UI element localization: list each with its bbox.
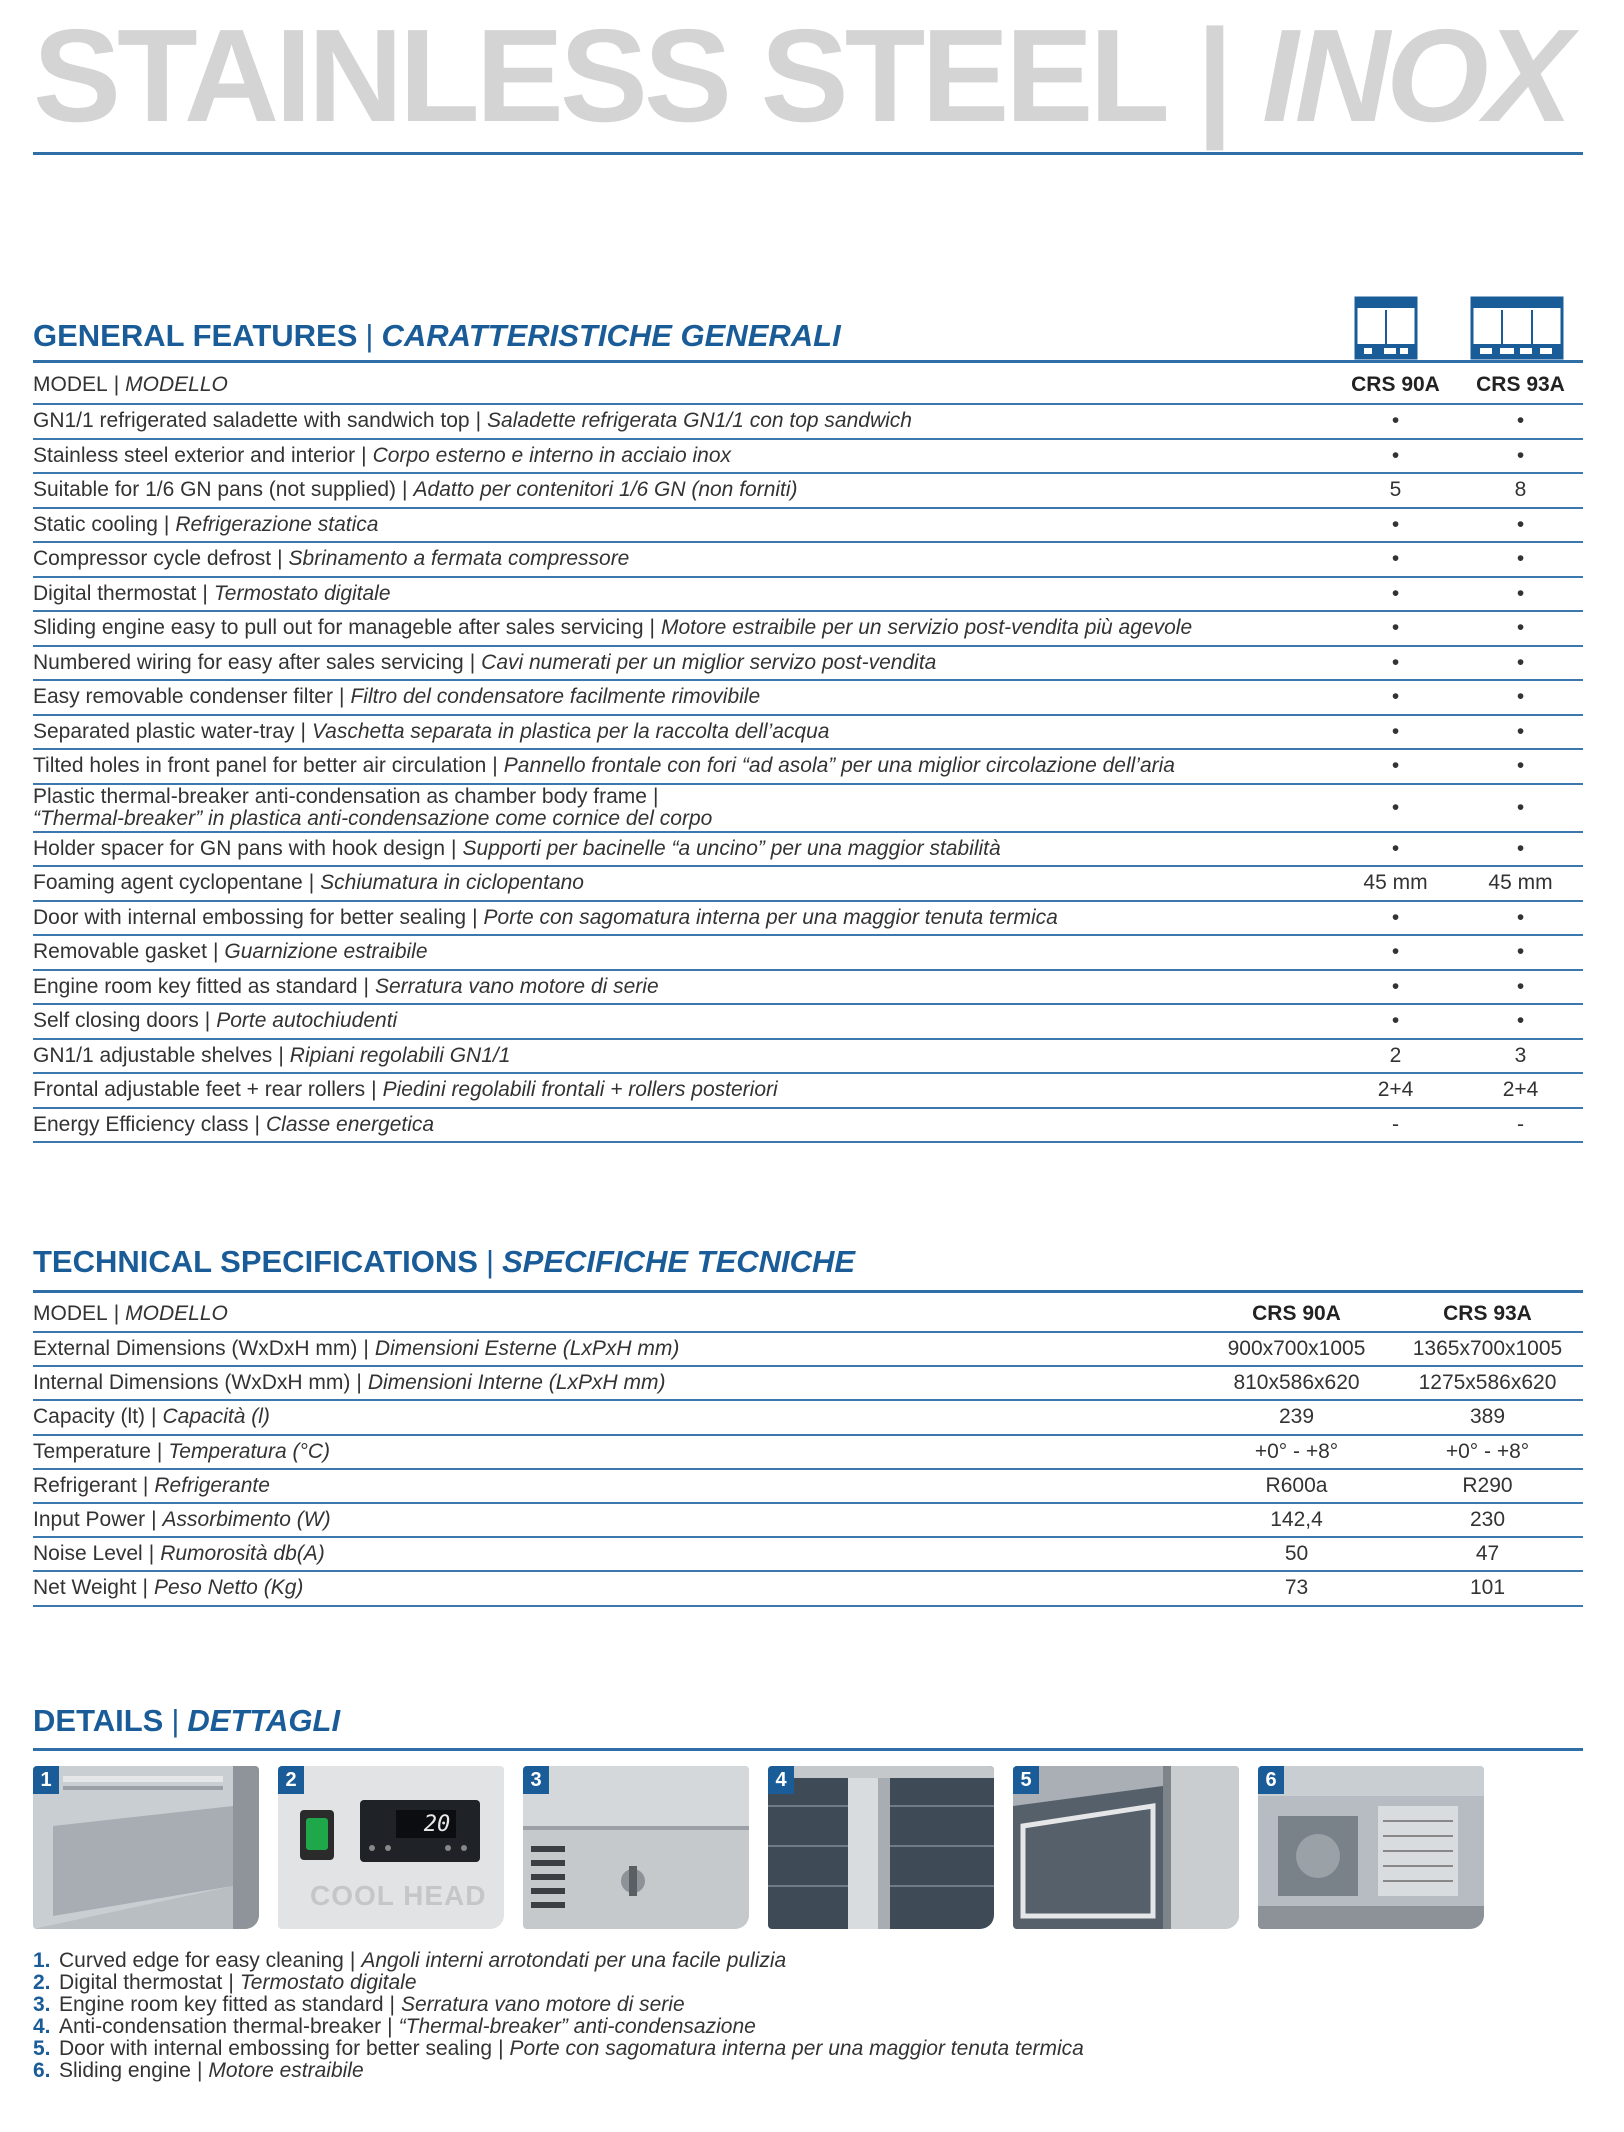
feature-row	[33, 646, 1583, 681]
spec-label	[33, 1537, 1201, 1571]
detail-photo-6	[1258, 1766, 1484, 1929]
feature-value-b: 2+4	[1458, 1073, 1583, 1108]
spec-label-en: Input Power	[33, 1508, 146, 1532]
detail-photo-number: 6	[1258, 1766, 1284, 1794]
feature-row	[33, 508, 1583, 543]
feature-value-b: •	[1458, 577, 1583, 612]
model-label: MODEL | MODELLO	[33, 366, 1333, 404]
feature-row	[33, 542, 1583, 577]
feature-value-b: •	[1458, 542, 1583, 577]
feature-label	[33, 404, 1333, 439]
spec-value-b: 101	[1392, 1571, 1583, 1605]
separator: |	[196, 2059, 203, 2082]
spec-row	[33, 1435, 1583, 1469]
spec-label	[33, 1469, 1201, 1503]
feature-value-a: •	[1333, 646, 1458, 681]
feature-value-a: 2+4	[1333, 1073, 1458, 1108]
separator: |	[142, 1576, 148, 1600]
separator: |	[389, 1993, 395, 2016]
feature-label-it: Cavi numerati per un miglior servizo post-vendita	[481, 650, 937, 674]
feature-label-en: Foaming agent cyclopentane	[33, 871, 303, 895]
feature-label-it: Schiumatura in ciclopentano	[320, 871, 584, 895]
feature-label	[33, 901, 1333, 936]
feature-label-it: Filtro del condensatore facilmente rimovibile	[350, 685, 761, 709]
feature-value-a: •	[1333, 1004, 1458, 1039]
feature-value-a: •	[1333, 935, 1458, 970]
spec-value-a: 810x586x620	[1201, 1366, 1392, 1400]
feature-label-it: Corpo esterno e interno in acciaio inox	[372, 443, 732, 467]
caption-number: 1.	[33, 1949, 51, 1972]
feature-value-b: •	[1458, 1004, 1583, 1039]
feature-label-en: Static cooling	[33, 512, 158, 536]
feature-value-a: •	[1333, 715, 1458, 750]
details-captions	[33, 1950, 1533, 2082]
feature-label-en: Self closing doors	[33, 1009, 199, 1033]
feature-row	[33, 611, 1583, 646]
caption-en: Sliding engine	[59, 2059, 191, 2082]
feature-label	[33, 715, 1333, 750]
general-features-title-it: CARATTERISTICHE GENERALI	[381, 318, 841, 353]
spec-label-en: Internal Dimensions (WxDxH mm)	[33, 1371, 351, 1395]
feature-label	[33, 935, 1333, 970]
spec-label-en: Temperature	[33, 1439, 151, 1463]
feature-label-en: Stainless steel exterior and interior	[33, 443, 356, 467]
technical-specifications-divider	[33, 1290, 1583, 1293]
spec-label-en: Capacity (lt)	[33, 1405, 146, 1429]
feature-value-b: 8	[1458, 473, 1583, 508]
feature-value-b: •	[1458, 646, 1583, 681]
separator: |	[469, 650, 476, 674]
separator: |	[228, 1971, 234, 1994]
feature-value-b: •	[1458, 611, 1583, 646]
feature-label-en: Energy Efficiency class	[33, 1112, 249, 1136]
detail-photo-5	[1013, 1766, 1239, 1929]
feature-label	[33, 970, 1333, 1005]
spec-value-b: 1275x586x620	[1392, 1366, 1583, 1400]
feature-row	[33, 749, 1583, 784]
feature-row	[33, 715, 1583, 750]
caption-number: 5.	[33, 2037, 51, 2060]
feature-label-it: Adatto per contenitori 1/6 GN (non forniti)	[413, 478, 798, 502]
feature-label-it: Classe energetica	[266, 1112, 435, 1136]
separator: |	[212, 940, 219, 964]
feature-value-b: •	[1458, 749, 1583, 784]
spec-value-a: 50	[1201, 1537, 1392, 1571]
spec-label-it: Assorbimento (W)	[162, 1508, 331, 1532]
feature-row	[33, 970, 1583, 1005]
feature-label	[33, 784, 1333, 832]
caption-en: Door with internal embossing for better sealing	[59, 2037, 493, 2060]
feature-value-a: •	[1333, 577, 1458, 612]
feature-label-it: Sbrinamento a fermata compressore	[288, 547, 630, 571]
detail-caption	[33, 1950, 1533, 1972]
feature-label-en: GN1/1 adjustable shelves	[33, 1043, 273, 1067]
separator: |	[142, 1473, 149, 1497]
separator: |	[277, 547, 283, 571]
feature-label-it: Motore estraibile per un servizio post-vendita più agevole	[661, 616, 1193, 640]
spec-value-b: 230	[1392, 1503, 1583, 1537]
separator: |	[498, 2037, 504, 2060]
feature-value-b: •	[1458, 832, 1583, 867]
spec-label	[33, 1366, 1201, 1400]
feature-label-it: Termostato digitale	[213, 581, 391, 605]
general-header-row	[33, 366, 1583, 404]
feature-value-a: •	[1333, 749, 1458, 784]
model-label: MODEL | MODELLO	[33, 1296, 1201, 1332]
spec-value-b: R290	[1392, 1469, 1583, 1503]
spec-row	[33, 1469, 1583, 1503]
feature-label-en: Numbered wiring for easy after sales servicing	[33, 650, 464, 674]
feature-value-b: 3	[1458, 1039, 1583, 1074]
feature-label	[33, 508, 1333, 543]
detail-photo-number: 4	[768, 1766, 794, 1794]
feature-row	[33, 404, 1583, 439]
fridge-3-door-icon	[1470, 296, 1564, 360]
feature-label-en: Removable gasket	[33, 940, 207, 964]
model-col-a: CRS 90A	[1201, 1296, 1392, 1332]
feature-label-en: Separated plastic water-tray	[33, 719, 295, 743]
feature-value-b: •	[1458, 901, 1583, 936]
feature-row	[33, 473, 1583, 508]
spec-value-a: 142,4	[1201, 1503, 1392, 1537]
feature-label	[33, 611, 1333, 646]
feature-label-en: Easy removable condenser filter	[33, 685, 333, 709]
caption-en: Engine room key fitted as standard	[59, 1993, 384, 2016]
separator: |	[363, 1337, 369, 1361]
technical-specifications-table	[33, 1296, 1583, 1607]
feature-label-it: Guarnizione estraibile	[224, 940, 428, 964]
general-features-table	[33, 366, 1583, 1143]
feature-value-a: 45 mm	[1333, 866, 1458, 901]
feature-label-en: Holder spacer for GN pans with hook design	[33, 836, 446, 860]
feature-label-it: Saladette refrigerata GN1/1 con top sandwich	[487, 409, 912, 433]
feature-value-b: •	[1458, 439, 1583, 474]
feature-label	[33, 646, 1333, 681]
page-title	[33, 2, 1593, 149]
feature-row	[33, 1004, 1583, 1039]
separator: |	[148, 1542, 155, 1566]
thermostat-display: 20	[423, 1812, 451, 1837]
detail-caption	[33, 1972, 1533, 1994]
separator: |	[151, 1405, 157, 1429]
spec-row	[33, 1400, 1583, 1434]
feature-value-b: 45 mm	[1458, 866, 1583, 901]
model-col-b: CRS 93A	[1392, 1296, 1583, 1332]
spec-value-a: +0° - +8°	[1201, 1435, 1392, 1469]
feature-label-en: Frontal adjustable feet + rear rollers	[33, 1078, 366, 1102]
feature-value-a: •	[1333, 404, 1458, 439]
spec-row	[33, 1537, 1583, 1571]
spec-label-it: Rumorosità db(A)	[160, 1542, 325, 1566]
feature-value-a: •	[1333, 611, 1458, 646]
separator: |	[451, 836, 457, 860]
spec-label-it: Dimensioni Esterne (LxPxH mm)	[374, 1337, 680, 1361]
caption-en: Curved edge for easy cleaning	[59, 1949, 344, 1972]
separator: |	[371, 1078, 377, 1102]
caption-it: Angoli interni arrotondati per una facile pulizia	[361, 1949, 787, 1972]
separator: |	[202, 581, 208, 605]
detail-photo-3	[523, 1766, 749, 1929]
separator: |	[361, 443, 367, 467]
feature-label	[33, 439, 1333, 474]
feature-value-a: •	[1333, 542, 1458, 577]
separator: |	[278, 1043, 284, 1067]
feature-label-it: Refrigerazione statica	[175, 512, 379, 536]
feature-row	[33, 935, 1583, 970]
detail-photo-4	[768, 1766, 994, 1929]
caption-number: 2.	[33, 1971, 51, 1994]
feature-row	[33, 1073, 1583, 1108]
caption-it: Serratura vano motore di serie	[400, 1993, 685, 2016]
separator: |	[402, 478, 408, 502]
technical-title-en: TECHNICAL SPECIFICATIONS	[33, 1244, 478, 1279]
separator: |	[163, 512, 170, 536]
caption-number: 6.	[33, 2059, 51, 2082]
spec-row	[33, 1571, 1583, 1605]
engine-room-key-photo	[523, 1766, 749, 1929]
detail-caption	[33, 2060, 1533, 2082]
feature-label	[33, 1039, 1333, 1074]
feature-value-b: •	[1458, 508, 1583, 543]
feature-value-b: •	[1458, 404, 1583, 439]
detail-photo-number: 2	[278, 1766, 304, 1794]
feature-row	[33, 784, 1583, 832]
spec-label	[33, 1571, 1201, 1605]
feature-label-en: Digital thermostat	[33, 581, 197, 605]
feature-label-it: Ripiani regolabili GN1/1	[289, 1043, 511, 1067]
general-features-divider	[33, 360, 1583, 363]
feature-value-b: •	[1458, 784, 1583, 832]
feature-label-en: Tilted holes in front panel for better air circulation	[33, 754, 487, 778]
fridge-2-door-icon	[1354, 296, 1418, 360]
model-col-a: CRS 90A	[1333, 366, 1458, 404]
feature-label	[33, 542, 1333, 577]
feature-label	[33, 1108, 1333, 1143]
page-title-it: INOX	[1261, 2, 1569, 149]
thermostat-brand: COOL HEAD	[310, 1880, 487, 1911]
feature-value-b: -	[1458, 1108, 1583, 1143]
technical-header-row	[33, 1296, 1583, 1332]
feature-label-en: Engine room key fitted as standard	[33, 974, 358, 998]
feature-label	[33, 1073, 1333, 1108]
feature-value-b: •	[1458, 935, 1583, 970]
separator: |	[475, 409, 482, 433]
feature-label	[33, 1004, 1333, 1039]
separator: |	[492, 754, 498, 778]
feature-value-b: •	[1458, 970, 1583, 1005]
separator: |	[204, 1009, 211, 1033]
separator: |	[308, 871, 315, 895]
spec-row	[33, 1366, 1583, 1400]
spec-label	[33, 1435, 1201, 1469]
spec-label-en: Refrigerant	[33, 1473, 137, 1497]
feature-value-a: •	[1333, 680, 1458, 715]
thermal-breaker-photo	[768, 1766, 994, 1929]
detail-photo-number: 3	[523, 1766, 549, 1794]
feature-label-en: Compressor cycle defrost	[33, 547, 272, 571]
feature-value-a: •	[1333, 970, 1458, 1005]
detail-caption	[33, 1994, 1533, 2016]
page-title-en: STAINLESS STEEL	[33, 2, 1164, 149]
spec-label-it: Capacità (l)	[162, 1405, 270, 1429]
separator: |	[649, 616, 655, 640]
feature-label-it: Piedini regolabili frontali + rollers posteriori	[382, 1078, 778, 1102]
detail-caption	[33, 2038, 1533, 2060]
separator: |	[356, 1371, 362, 1395]
feature-label-en: Plastic thermal-breaker anti-condensation as chamber body frame	[33, 784, 647, 808]
spec-value-b: 1365x700x1005	[1392, 1332, 1583, 1366]
spec-value-a: 73	[1201, 1571, 1392, 1605]
feature-label	[33, 680, 1333, 715]
caption-number: 4.	[33, 2015, 51, 2038]
spec-label-en: External Dimensions (WxDxH mm)	[33, 1337, 358, 1361]
feature-label	[33, 473, 1333, 508]
caption-it: Porte con sagomatura interna per una maggior tenuta termica	[509, 2037, 1084, 2060]
feature-value-b: •	[1458, 715, 1583, 750]
feature-label	[33, 866, 1333, 901]
feature-label-en: GN1/1 refrigerated saladette with sandwich top	[33, 409, 470, 433]
technical-title-it: SPECIFICHE TECNICHE	[502, 1244, 856, 1279]
feature-value-b: •	[1458, 680, 1583, 715]
feature-label-it: Vaschetta separata in plastica per la raccolta dell’acqua	[311, 719, 830, 743]
feature-value-a: •	[1333, 439, 1458, 474]
feature-row	[33, 577, 1583, 612]
spec-label-it: Dimensioni Interne (LxPxH mm)	[367, 1371, 666, 1395]
spec-value-b: 47	[1392, 1537, 1583, 1571]
separator: |	[156, 1439, 163, 1463]
feature-label	[33, 577, 1333, 612]
spec-label-en: Net Weight	[33, 1576, 137, 1600]
spec-row	[33, 1503, 1583, 1537]
feature-row	[33, 439, 1583, 474]
caption-en: Digital thermostat	[59, 1971, 223, 1994]
feature-label-it: Porte con sagomatura interna per una maggior tenuta termica	[483, 905, 1058, 929]
details-divider	[33, 1748, 1583, 1751]
feature-label-en: Sliding engine easy to pull out for manageble after sales servicing	[33, 616, 644, 640]
feature-row	[33, 901, 1583, 936]
door-gasket-photo	[1013, 1766, 1239, 1929]
separator: |	[472, 905, 478, 929]
feature-value-a: •	[1333, 784, 1458, 832]
spec-value-b: 389	[1392, 1400, 1583, 1434]
caption-it: Motore estraibile	[208, 2059, 364, 2082]
spec-label-it: Temperatura (°C)	[168, 1439, 331, 1463]
feature-label	[33, 832, 1333, 867]
feature-row	[33, 1108, 1583, 1143]
detail-caption	[33, 2016, 1533, 2038]
feature-label-en: Door with internal embossing for better sealing	[33, 905, 467, 929]
caption-it: “Thermal-breaker” anti-condensazione	[398, 2015, 756, 2038]
feature-label-it: “Thermal-breaker” in plastica anti-condensazione come cornice del corpo	[33, 806, 713, 830]
spec-label	[33, 1503, 1201, 1537]
feature-row	[33, 866, 1583, 901]
spec-value-a: 239	[1201, 1400, 1392, 1434]
spec-value-a: 900x700x1005	[1201, 1332, 1392, 1366]
feature-label-it: Serratura vano motore di serie	[374, 974, 659, 998]
feature-value-a: 5	[1333, 473, 1458, 508]
caption-en: Anti-condensation thermal-breaker	[59, 2015, 382, 2038]
spec-label	[33, 1332, 1201, 1366]
details-title-en: DETAILS	[33, 1703, 164, 1738]
feature-value-a: •	[1333, 901, 1458, 936]
technical-specifications-heading: TECHNICAL SPECIFICATIONS | SPECIFICHE TECNICHE	[33, 1244, 856, 1279]
feature-label	[33, 749, 1333, 784]
caption-number: 3.	[33, 1993, 51, 2016]
separator: |	[254, 1112, 261, 1136]
model-col-b: CRS 93A	[1458, 366, 1583, 404]
spec-label	[33, 1400, 1201, 1434]
spec-label-en: Noise Level	[33, 1542, 143, 1566]
spec-value-a: R600a	[1201, 1469, 1392, 1503]
feature-value-a: 2	[1333, 1039, 1458, 1074]
general-features-title-en: GENERAL FEATURES	[33, 318, 358, 353]
separator: |	[349, 1949, 356, 1972]
feature-value-a: -	[1333, 1108, 1458, 1143]
feature-label-en: Suitable for 1/6 GN pans (not supplied)	[33, 478, 397, 502]
separator: |	[363, 974, 369, 998]
detail-photo-number: 1	[33, 1766, 59, 1794]
feature-row	[33, 680, 1583, 715]
details-title-it: DETTAGLI	[187, 1703, 341, 1738]
feature-label-it: Pannello frontale con fori “ad asola” per una miglior circolazione dell’aria	[503, 754, 1175, 778]
feature-row	[33, 1039, 1583, 1074]
feature-value-a: •	[1333, 832, 1458, 867]
fridge-interior-photo	[33, 1766, 259, 1929]
spec-value-b: +0° - +8°	[1392, 1435, 1583, 1469]
separator: |	[338, 685, 345, 709]
separator: |	[300, 719, 306, 743]
feature-label-it: Porte autochiudenti	[216, 1009, 398, 1033]
feature-value-a: •	[1333, 508, 1458, 543]
header-divider	[33, 152, 1583, 155]
feature-row	[33, 832, 1583, 867]
caption-it: Termostato digitale	[239, 1971, 417, 1994]
sliding-engine-photo	[1258, 1766, 1484, 1929]
general-features-heading: GENERAL FEATURES | CARATTERISTICHE GENERALI	[33, 318, 841, 353]
feature-label-it: Supporti per bacinelle “a uncino” per una maggior stabilità	[462, 836, 1001, 860]
detail-photo-number: 5	[1013, 1766, 1039, 1794]
details-heading: DETAILS | DETTAGLI	[33, 1703, 341, 1738]
spec-label-it: Refrigerante	[154, 1473, 270, 1497]
separator: |	[652, 784, 659, 808]
detail-photo-2	[278, 1766, 504, 1929]
separator: |	[387, 2015, 393, 2038]
spec-row	[33, 1332, 1583, 1366]
page-title-sep: |	[1196, 2, 1230, 149]
spec-label-it: Peso Netto (Kg)	[153, 1576, 304, 1600]
detail-photo-1	[33, 1766, 259, 1929]
separator: |	[151, 1508, 157, 1532]
